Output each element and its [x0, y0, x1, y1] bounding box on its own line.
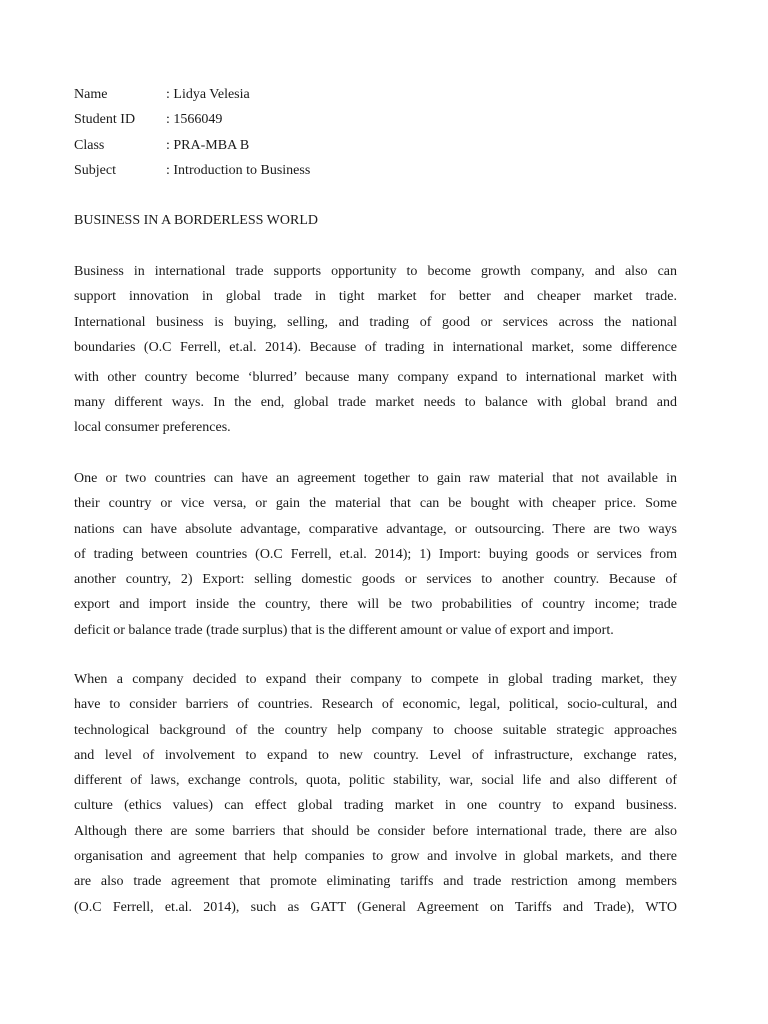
paragraph-line: When a company decided to expand their company to compete in global trading market, they [74, 672, 677, 687]
student-info-block [74, 85, 310, 186]
subject-value: : Introduction to Business [166, 162, 311, 178]
paragraph-line: different of laws, exchange controls, quota, politic stability, war, social life and also different of [74, 773, 677, 789]
paragraph-line: have to consider barriers of countries. Research of economic, legal, political, socio-cultural, and [74, 697, 677, 713]
paragraph-line: deficit or balance trade (trade surplus) that is the different amount or value of export and import. [74, 622, 614, 638]
paragraph-1 [74, 262, 677, 444]
name-value: : Lidya Velesia [166, 87, 250, 102]
paragraph-line: Business in international trade supports opportunity to become growth company, and also can [74, 264, 677, 279]
document-title: BUSINESS IN A BORDERLESS WORLD [74, 213, 319, 228]
paragraph-line: culture (ethics values) can effect global trading market in one country to expand business. [74, 798, 677, 814]
paragraph-line: many different ways. In the end, global trade market needs to balance with global brand and [74, 395, 677, 411]
paragraph-3 [74, 670, 677, 923]
paragraph-line: nations can have absolute advantage, comparative advantage, or outsourcing. There are two ways [74, 521, 677, 537]
paragraph-2 [74, 469, 677, 646]
paragraph-line: with other country become ‘blurred’ because many company expand to international market with [74, 369, 677, 385]
paragraph-line: of trading between countries (O.C Ferrell, et.al. 2014); 1) Import: buying goods or services from [74, 546, 677, 562]
paragraph-line: organisation and agreement that help companies to grow and involve in global markets, and there [74, 849, 677, 865]
subject-label: Subject [74, 162, 116, 178]
class-label: Class [74, 137, 105, 153]
class-value: : PRA-MBA B [166, 137, 250, 153]
paragraph-line: International business is buying, selling, and trading of good or services across the national [74, 314, 677, 330]
paragraph-line: support innovation in global trade in tight market for better and cheaper market trade. [74, 289, 677, 305]
info-row-student-id [74, 110, 310, 135]
info-row-name [74, 85, 310, 110]
paragraph-line: another country, 2) Export: selling domestic goods or services to another country. Because of [74, 572, 677, 588]
paragraph-line: and level of involvement to expand to new country. Level of infrastructure, exchange rates, [74, 747, 677, 763]
paragraph-line: technological background of the country help company to choose suitable strategic approaches [74, 722, 677, 738]
info-row-class [74, 136, 310, 161]
paragraph-line: One or two countries can have an agreement together to gain raw material that not available in [74, 471, 677, 486]
paragraph-line: export and import inside the country, there will be two probabilities of country income; trade [74, 597, 677, 613]
paragraph-line: their country or vice versa, or gain the material that can be bought with cheaper price. Some [74, 496, 677, 512]
student-id-value: : 1566049 [166, 112, 223, 128]
paragraph-line: (O.C Ferrell, et.al. 2014), such as GATT (General Agreement on Tariffs and Trade), WTO [74, 899, 677, 915]
name-label: Name [74, 87, 108, 102]
paragraph-line: boundaries (O.C Ferrell, et.al. 2014). Because of trading in international market, some difference [74, 339, 677, 355]
info-row-subject [74, 161, 310, 186]
paragraph-line: Although there are some barriers that should be consider before international trade, there are also [74, 823, 677, 839]
paragraph-line: local consumer preferences. [74, 420, 231, 436]
paragraph-line: are also trade agreement that promote eliminating tariffs and trade restriction among members [74, 874, 677, 890]
student-id-label: Student ID [74, 112, 136, 128]
